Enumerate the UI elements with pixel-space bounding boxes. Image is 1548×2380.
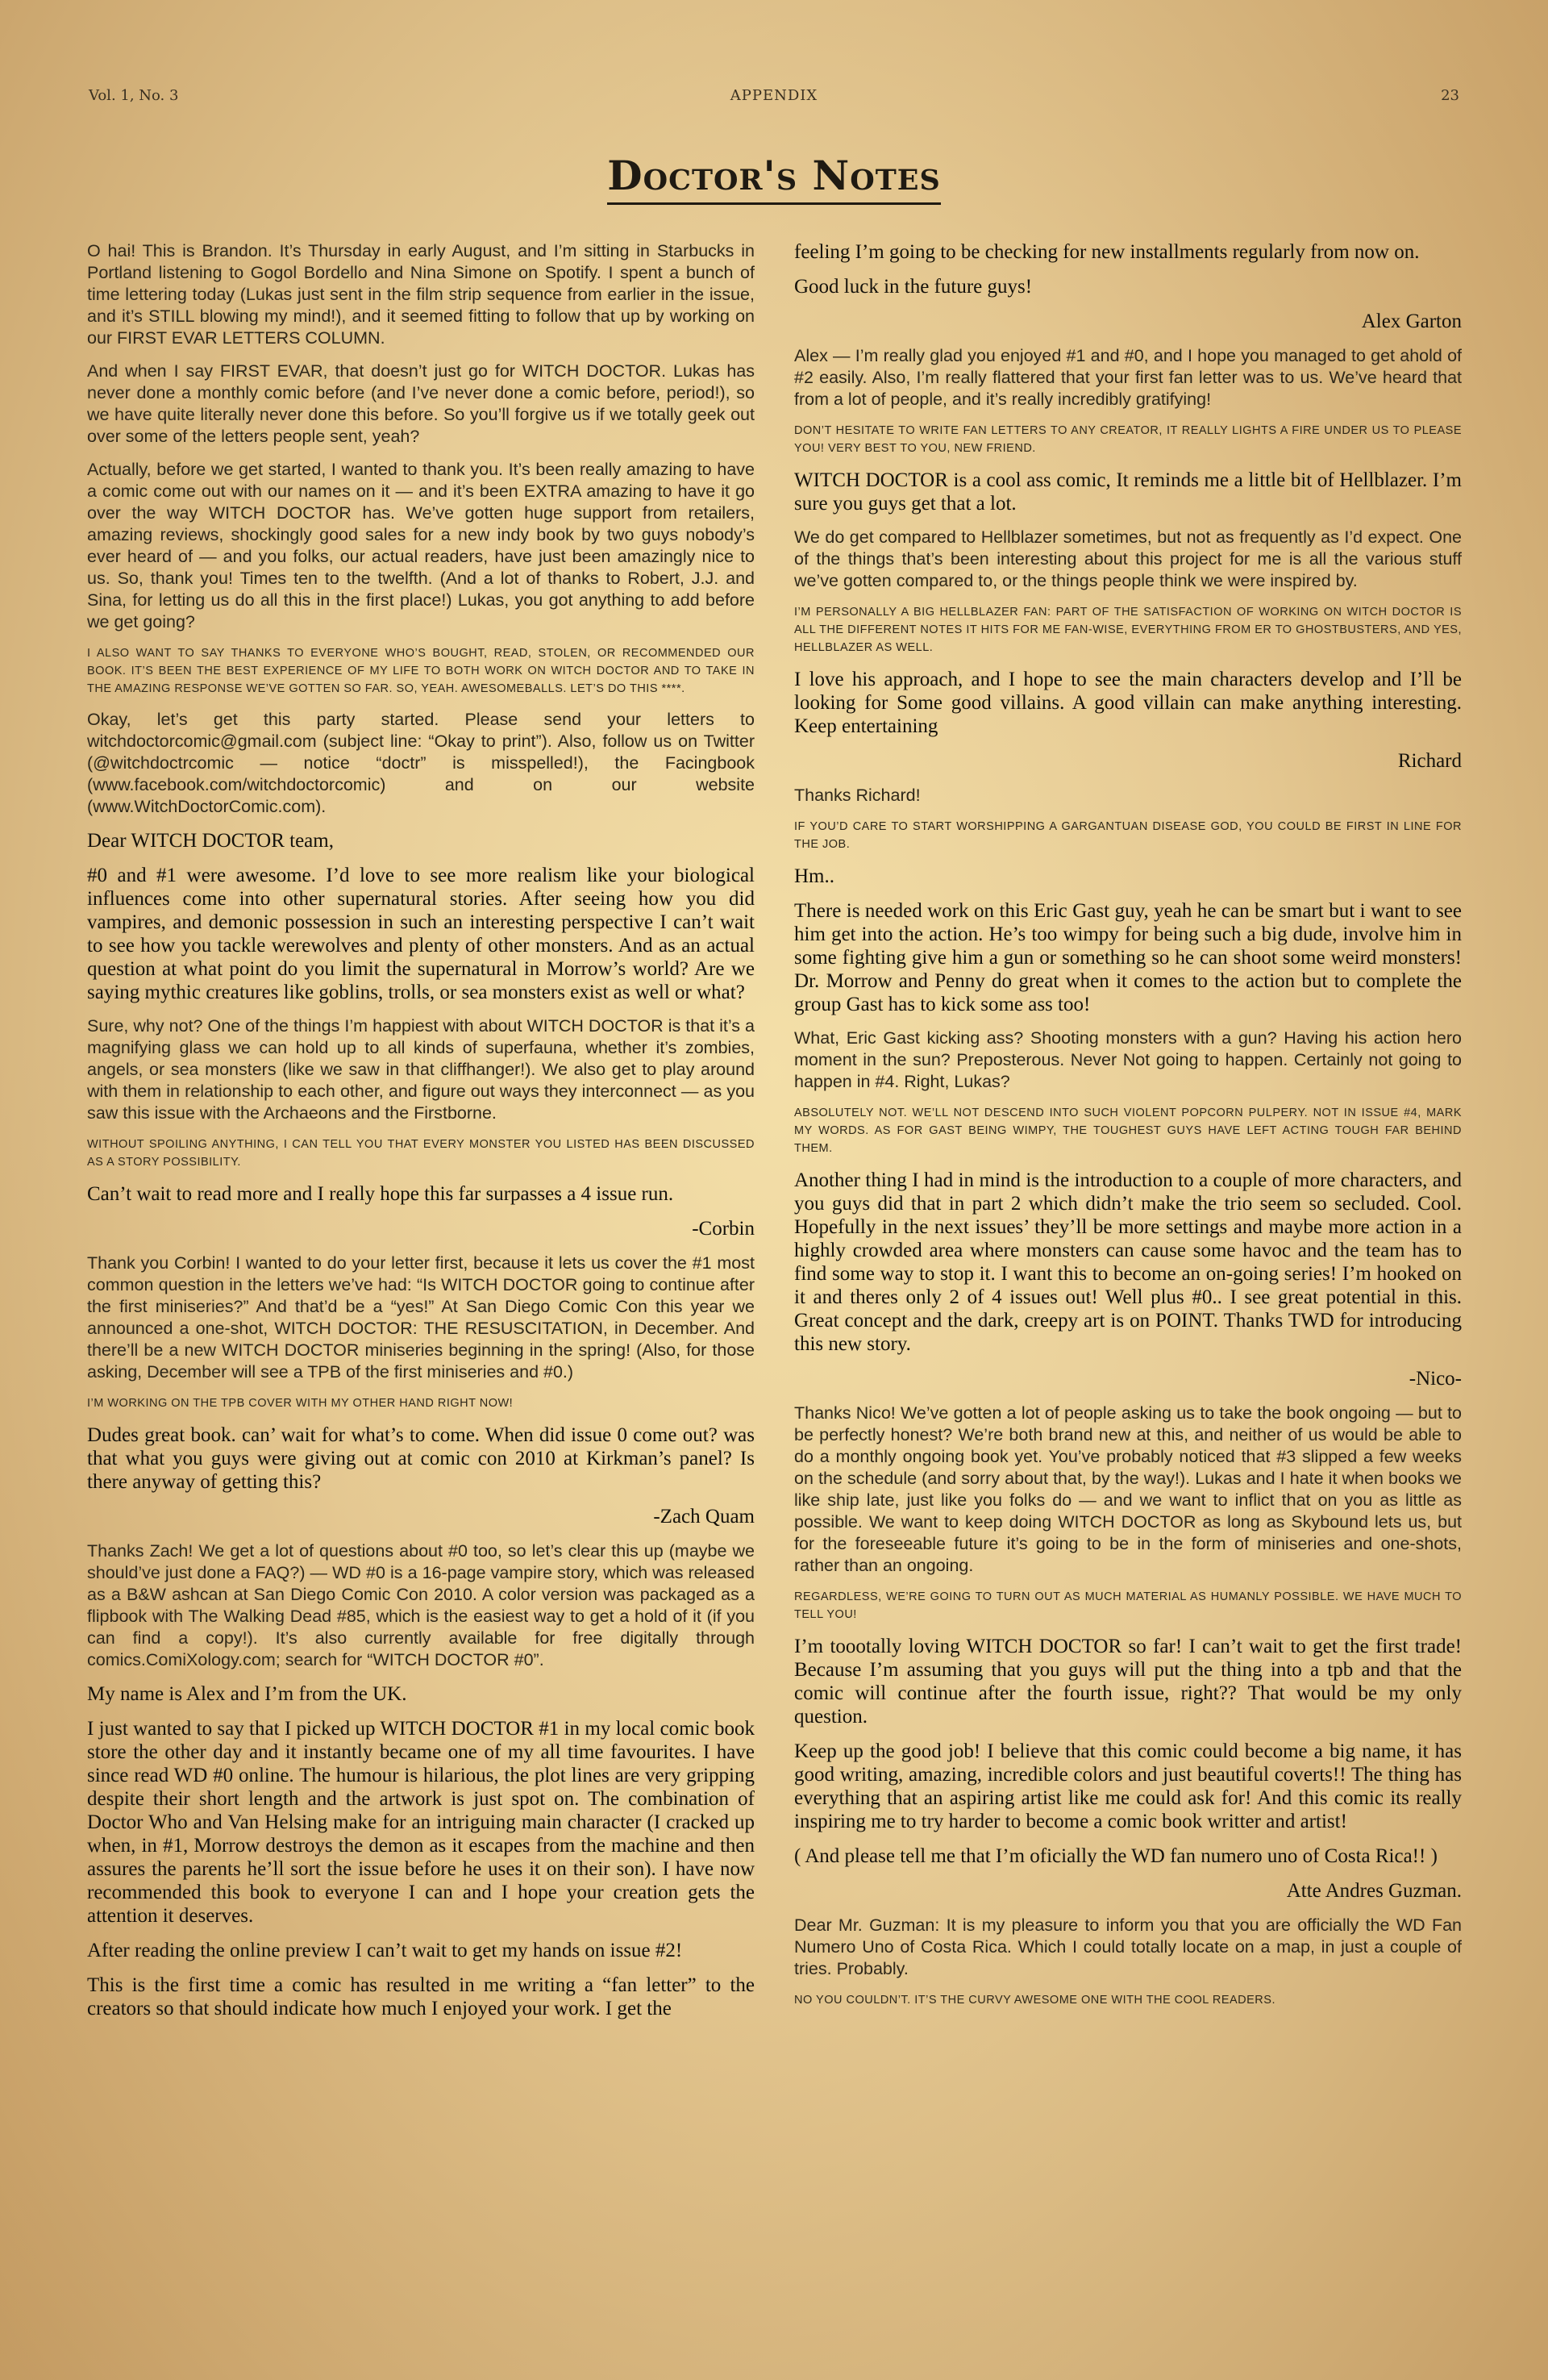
reader-letter: There is needed work on this Eric Gast guy, yeah he can be smart but i want to see him get into the action. He’s too wimpy for being such a big dude, involve him in some fighting give him a gun or something so he can shoot some weird monsters! Dr. Morrow and Penny do great when it comes to the action but to complete the group Gast has to kick some ass too! <box>794 900 1462 1015</box>
page-number: 23 <box>1441 87 1459 104</box>
page-title-text: Doctor's Notes <box>607 152 941 205</box>
reader-letter: feeling I’m going to be checking for new installments regularly from now on. <box>794 241 1420 263</box>
reader-letter: After reading the online preview I can’t wait to get my hands on issue #2! <box>87 1940 683 1961</box>
letter-signature: -Zach Quam <box>653 1506 755 1528</box>
reader-letter: My name is Alex and I’m from the UK. <box>87 1683 407 1705</box>
reader-letter: Hm.. <box>794 865 834 887</box>
reader-letter: This is the first time a comic has resulted in me writing a “fan letter” to the creators so that should indicate how much I enjoyed your work. I get the <box>87 1974 755 2019</box>
artist-note: WITHOUT SPOILING ANYTHING, I CAN TELL YOU THAT EVERY MONSTER YOU LISTED HAS BEEN DISCUSSED AS A STORY POSSIBILITY. <box>87 1138 755 1169</box>
reader-letter: Keep up the good job! I believe that this comic could become a big name, it has good writing, amazing, incredible colors and just beautiful coverts!! The thing has everything that an aspiring artist like me could ask for! And this comic its really inspiring me to try harder to become a comic book writter and artist! <box>794 1740 1462 1832</box>
section-label: APPENDIX <box>730 87 818 104</box>
editor-reply: O hai! This is Brandon. It’s Thursday in early August, and I’m sitting in Starbucks in Portland listening to Gogol Bordello and Nina Simone on Spotify. I spent a bunch of time lettering today (Lukas just sent in the film strip sequence from earlier in the issue, and it’s STILL blowing my mind!), and it seemed fitting to follow that up by working on our FIRST EVAR LETTERS COLUMN. <box>87 241 755 348</box>
page-title <box>0 152 1548 199</box>
editor-reply: Thank you Corbin! I wanted to do your letter first, because it lets us cover the #1 most common question in the letters we’ve had: “Is WITCH DOCTOR going to continue after the first miniseries?” And that’d be a “yes!” At San Diego Comic Con this year we announced a one-shot, WITCH DOCTOR: THE RESUSCITATION, in December. And there’ll be a new WITCH DOCTOR miniseries beginning in the spring! (Also, for those asking, December will see a TPB of the first miniseries and #0.) <box>87 1253 755 1382</box>
editor-reply: Actually, before we get started, I wanted to thank you. It’s been really amazing to have a comic come out with our names on it — and it’s been EXTRA amazing to have it go over the way WITCH DOCTOR has. We’ve gotten huge support from retailers, amazing reviews, shockingly good sales for a new indy book by two guys nobody’s ever heard of — and you folks, our actual readers, have just been amazingly nice to us. So, thank you! Times ten to the twelfth. (And a lot of thanks to Robert, J.J. and Sina, for letting us do all this in the first place!) Lukas, you got anything to add before we get going? <box>87 460 755 631</box>
artist-note: I’M WORKING ON THE TPB COVER WITH MY OTHER HAND RIGHT NOW! <box>87 1397 514 1410</box>
reader-letter: Good luck in the future guys! <box>794 276 1033 298</box>
reader-letter: I just wanted to say that I picked up WITCH DOCTOR #1 in my local comic book store the other day and it instantly became one of my all time favourites. I have since read WD #0 online. The humour is hilarious, the plot lines are very gripping despite their short length and the artwork is just spot on. The combination of Doctor Who and Van Helsing make for an intriguing main character (I cracked up when, in #1, Morrow destroys the demon as it escapes from the machine and then assures the parents he’ll sort the issue before he uses it on their son). I have now recommended this book to everyone I can and I hope your creation gets the attention it deserves. <box>87 1718 755 1927</box>
editor-reply: We do get compared to Hellblazer sometimes, but not as frequently as I’d expect. One of the things that’s been interesting about this project for me is all the various stuff we’ve gotten compared to, or the things people think we were inspired by. <box>794 527 1462 590</box>
editor-reply: And when I say FIRST EVAR, that doesn’t just go for WITCH DOCTOR. Lukas has never done a monthly comic before (and I’ve never done a comic before, period!), so we have quite literally never done this before. So you’ll forgive us if we totally geek out over some of the letters people sent, yeah? <box>87 361 755 446</box>
editor-reply: What, Eric Gast kicking ass? Shooting monsters with a gun? Having his action hero moment in the sun? Preposterous. Never Not going to happen. Certainly not going to happen in #4. Right, Lukas? <box>794 1028 1462 1091</box>
editor-reply: Dear Mr. Guzman: It is my pleasure to inform you that you are officially the WD Fan Numero Uno of Costa Rica. Which I could totally locate on a map, in just a couple of tries. Probably. <box>794 1915 1462 1978</box>
editor-reply: Sure, why not? One of the things I’m happiest with about WITCH DOCTOR is that it’s a magnifying glass we can hold up to all kinds of superfauna, whether it’s zombies, angels, or sea monsters (like we saw in that cliffhanger!). We also get to play around with them in relationship to each other, and figure out ways they interconnect — as you saw this issue with the Archaeons and the Firstborne. <box>87 1016 755 1123</box>
editor-reply: Thanks Nico! We’ve gotten a lot of people asking us to take the book ongoing — but to be perfectly honest? We’re both brand new at this, and neither of us would be able to do a monthly ongoing book yet. You’ve probably noticed that #3 slipped a few weeks on the schedule (and sorry about that, by the way!). Lukas and I hate it when books we like ship late, just like you folks do — and we want to inflict that on you as little as possible. We want to keep doing WITCH DOCTOR as long as Skybound lets us, but for the foreseeable future it’s going to be in the form of miniseries and one-shots, rather than an ongoing. <box>794 1403 1462 1575</box>
letter-signature: -Corbin <box>692 1218 755 1240</box>
letter-signature: Richard <box>1397 750 1462 772</box>
reader-letter: I love his approach, and I hope to see the main characters develop and I’ll be looking for Some good villains. A good villain can make anything interesting. Keep entertaining <box>794 669 1462 737</box>
page-header <box>89 87 1459 111</box>
artist-note: I ALSO WANT TO SAY THANKS TO EVERYONE WHO’S BOUGHT, READ, STOLEN, OR RECOMMENDED OUR BOOK. IT’S BEEN THE BEST EXPERIENCE OF MY LIFE TO BOTH WORK ON WITCH DOCTOR AND TO TAKE IN THE AMAZING RESPONSE WE’VE GOTTEN SO FAR. SO, YEAH. AWESOMEBALLS. LET’S DO THIS ****. <box>87 647 755 695</box>
artist-note: I’M PERSONALLY A BIG HELLBLAZER FAN: PART OF THE SATISFACTION OF WORKING ON WITCH DOCTOR IS ALL THE DIFFERENT NOTES IT HITS FOR ME FAN-WISE, EVERYTHING FROM ER TO GHOSTBUSTERS, AND YES, HELLBLAZER AS WELL. <box>794 606 1462 654</box>
reader-letter: Can’t wait to read more and I really hope this far surpasses a 4 issue run. <box>87 1183 674 1205</box>
reader-letter: WITCH DOCTOR is a cool ass comic, It reminds me a little bit of Hellblazer. I’m sure you guys get that a lot. <box>794 469 1462 515</box>
editor-reply: Okay, let’s get this party started. Please send your letters to witchdoctorcomic@gmail.com (subject line: “Okay to print”). Also, follow us on Twitter (@witchdoctrcomic — notice “doctr” is misspelled!), the Facingbook (www.facebook.com/witchdoctorcomic) and on our website (www.WitchDoctorComic.com). <box>87 710 755 816</box>
artist-note: REGARDLESS, WE’RE GOING TO TURN OUT AS MUCH MATERIAL AS HUMANLY POSSIBLE. WE HAVE MUCH TO TELL YOU! <box>794 1590 1462 1621</box>
reader-letter: #0 and #1 were awesome. I’d love to see more realism like your biological influences come into other supernatural stories. After seeing how you did vampires, and demonic possession in such an interesting perspective I can’t wait to see how you tackle werewolves and plenty of other monsters. And as an actual question at what point do you limit the supernatural in Morrow’s world? Are we saying mythic creatures like goblins, trolls, or sea monsters exist as well or what? <box>87 865 755 1003</box>
reader-letter: ( And please tell me that I’m oficially the WD fan numero uno of Costa Rica!! ) <box>794 1845 1438 1867</box>
right-column <box>794 240 1462 2020</box>
reader-letter: I’m toootally loving WITCH DOCTOR so far! I can’t wait to get the first trade! Because I’m assuming that you guys will put the thing into a tpb and that the comic will continue after the fourth issue, right?? That would be my only question. <box>794 1636 1462 1728</box>
volume-issue-label: Vol. 1, No. 3 <box>89 87 179 104</box>
reader-letter: Dudes great book. can’ wait for what’s to come. When did issue 0 come out? was that what you guys were giving out at comic con 2010 at Kirkman’s panel? Is there anyway of getting this? <box>87 1424 755 1493</box>
letter-signature: -Nico- <box>1409 1368 1462 1390</box>
artist-note: IF YOU’D CARE TO START WORSHIPPING A GARGANTUAN DISEASE GOD, YOU COULD BE FIRST IN LINE FOR THE JOB. <box>794 820 1462 851</box>
editor-reply: Thanks Zach! We get a lot of questions about #0 too, so let’s clear this up (maybe we should’ve just done a FAQ?) — WD #0 is a 16-page vampire story, which was released as a B&W ashcan at San Diego Comic Con 2010. A color version was packaged as a flipbook with The Walking Dead #85, which is the easiest way to get a hold of it (if you can find a copy!). It’s also currently available for free digitally through comics.ComiXology.com; search for “WITCH DOCTOR #0”. <box>87 1541 755 1669</box>
artist-note: NO YOU COULDN’T. IT’S THE CURVY AWESOME ONE WITH THE COOL READERS. <box>794 1994 1275 2007</box>
left-column <box>87 240 755 2032</box>
editor-reply: Alex — I’m really glad you enjoyed #1 and #0, and I hope you managed to get ahold of #2 easily. Also, I’m really flattered that your first fan letter was to us. We’ve heard that from a lot of people, and it’s really incredibly gratifying! <box>794 346 1462 409</box>
letter-signature: Atte Andres Guzman. <box>1286 1880 1462 1902</box>
artist-note: DON’T HESITATE TO WRITE FAN LETTERS TO ANY CREATOR, IT REALLY LIGHTS A FIRE UNDER US TO PLEASE YOU! VERY BEST TO YOU, NEW FRIEND. <box>794 424 1462 455</box>
editor-reply: Thanks Richard! <box>794 786 921 805</box>
reader-letter: Dear WITCH DOCTOR team, <box>87 830 334 852</box>
artist-note: ABSOLUTELY NOT. WE’LL NOT DESCEND INTO SUCH VIOLENT POPCORN PULPERY. NOT IN ISSUE #4, MARK MY WORDS. AS FOR GAST BEING WIMPY, THE TOUGHEST GUYS HAVE LEFT ACTING TOUGH FAR BEHIND THEM. <box>794 1107 1462 1155</box>
letter-signature: Alex Garton <box>1361 311 1462 332</box>
reader-letter: Another thing I had in mind is the introduction to a couple of more characters, and you guys did that in part 2 which didn’t make the trio seem so secluded. Cool. Hopefully in the next issues’ they’ll be more settings and maybe more action in a highly crowded area where monsters can cause some havoc and the team has to find some way to stop it. I want this to become an on-going series! I’m hooked on it and theres only 2 of 4 issues out! Well plus #0.. I see great potential in this. Great concept and the dark, creepy art is on POINT. Thanks TWD for introducing this new story. <box>794 1169 1462 1355</box>
